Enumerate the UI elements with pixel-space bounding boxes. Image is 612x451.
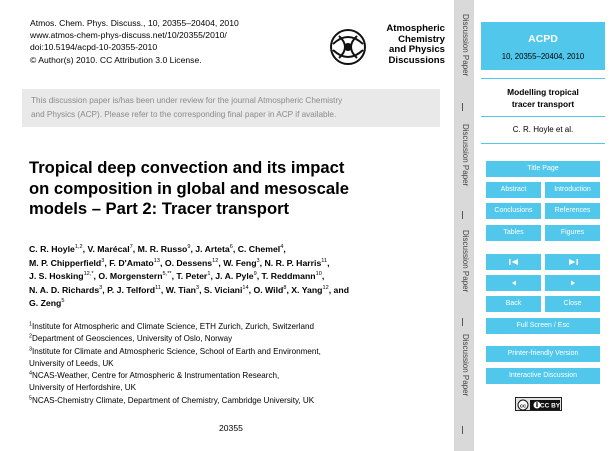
author xyxy=(29,271,98,281)
cc-license-text: CC BY xyxy=(539,402,561,410)
author xyxy=(204,285,254,295)
title-page-button[interactable]: Title Page xyxy=(486,161,600,177)
first-page-button[interactable] xyxy=(486,254,541,270)
author xyxy=(238,244,286,254)
strip-label: Discussion Paper xyxy=(461,14,470,77)
author-name: W. Tian xyxy=(165,284,196,295)
affiliation-number: 1 xyxy=(29,321,32,328)
author-name: F. D'Amato xyxy=(109,257,154,268)
navigation-sidebar xyxy=(474,0,612,451)
strip-label: Discussion Paper xyxy=(461,230,470,293)
author-name: N. R. P. Harris xyxy=(264,257,322,268)
paper-title xyxy=(29,158,449,220)
author-separator: , xyxy=(159,257,165,268)
logo-line-1: Atmospheric xyxy=(386,23,445,34)
short-title-line-2: tracer transport xyxy=(511,98,575,109)
author xyxy=(109,258,165,268)
author-name: N. A. D. Richards xyxy=(29,284,100,295)
author xyxy=(223,258,264,268)
author-affiliation-marker: 8 xyxy=(283,284,287,291)
last-page-button[interactable] xyxy=(545,254,600,270)
author xyxy=(195,244,237,254)
egu-globe-logo-icon xyxy=(327,26,369,68)
first-page-icon xyxy=(508,258,520,266)
author-name: V. Marécal xyxy=(87,244,130,254)
sidebar-divider xyxy=(481,78,605,79)
author-name: W. Feng xyxy=(223,257,257,268)
last-page-icon xyxy=(567,258,579,266)
short-title-line-1: Modelling tropical xyxy=(507,87,579,97)
issue-info: 10, 20355–20404, 2010 xyxy=(501,52,585,61)
author-separator: , xyxy=(190,244,196,254)
author xyxy=(29,244,87,254)
logo-line-4: Discussions xyxy=(388,54,445,66)
author-separator: , xyxy=(93,271,99,281)
author-name: T. Reddmann xyxy=(261,271,316,281)
author xyxy=(98,271,176,281)
page-number: 20355 xyxy=(219,423,243,433)
references-button[interactable]: References xyxy=(545,203,600,219)
introduction-button[interactable]: Introduction xyxy=(545,182,600,198)
strip-separator xyxy=(462,103,463,111)
affiliation-number: 5 xyxy=(29,395,32,402)
author-separator: , xyxy=(232,244,238,254)
author-affiliation-marker: 5,** xyxy=(162,271,172,278)
affiliation-text: NCAS-Chemistry Climate, Department of Chemistry, Cambridge University, UK xyxy=(32,395,315,405)
author xyxy=(262,271,325,281)
strip-separator xyxy=(462,211,463,219)
author-separator: , xyxy=(171,271,177,281)
title-line-3: models – Part 2: Tracer transport xyxy=(29,199,290,219)
creative-commons-icon xyxy=(516,399,561,411)
author xyxy=(29,285,107,295)
author xyxy=(264,258,329,268)
short-title xyxy=(481,87,605,110)
author-affiliation-marker: 1 xyxy=(207,271,211,278)
author-name: J. S. Hosking xyxy=(29,271,84,281)
author-separator: , xyxy=(321,271,325,281)
copyright-line: © Author(s) 2010. CC Attribution 3.0 License. xyxy=(30,54,202,65)
author-affiliation-marker: 3 xyxy=(99,284,103,291)
author xyxy=(166,285,204,295)
affiliation-text: Institute for Climate and Atmospheric Science, School of Earth and Environment, xyxy=(32,346,321,356)
affiliation-list xyxy=(29,321,449,407)
article-url[interactable]: www.atmos-chem-phys-discuss.net/10/20355/2010/ xyxy=(30,30,227,41)
author-name: O. Morgenstern xyxy=(98,271,163,281)
journal-header xyxy=(481,22,605,70)
logo-line-3: and Physics xyxy=(389,44,445,56)
author-affiliation-marker: 9 xyxy=(253,271,257,278)
author-affiliation-marker: 7 xyxy=(129,244,133,251)
author-name: S. Viciani xyxy=(203,284,243,295)
author-affiliation-marker: 6 xyxy=(229,244,233,251)
author-list xyxy=(29,243,445,311)
author-name: J. A. Pyle xyxy=(215,271,254,281)
strip-label: Discussion Paper xyxy=(461,334,470,397)
previous-page-button[interactable] xyxy=(486,275,541,291)
affiliation xyxy=(29,333,449,345)
affiliation xyxy=(29,358,449,370)
affiliation-text: University of Herfordshire, UK xyxy=(29,383,137,393)
author-name: M. P. Chipperfield xyxy=(29,257,102,268)
author-name: P. J. Telford xyxy=(107,284,156,295)
author-name: O. Wild xyxy=(253,284,284,295)
author-separator: , xyxy=(327,257,330,268)
author xyxy=(253,285,291,295)
previous-page-icon xyxy=(508,279,520,287)
author-name: O. Dessens xyxy=(164,257,213,268)
author-affiliation-marker: 12 xyxy=(212,257,219,264)
affiliation xyxy=(29,382,449,394)
interactive-discussion-button[interactable]: Interactive Discussion xyxy=(486,368,600,384)
affiliation-number: 3 xyxy=(29,345,32,352)
author xyxy=(138,244,196,254)
conclusions-button[interactable]: Conclusions xyxy=(486,203,541,219)
author-name: J. Arteta xyxy=(195,244,230,254)
author-separator: , xyxy=(104,257,110,268)
author-affiliation-marker: 3 xyxy=(101,257,105,264)
next-page-icon xyxy=(567,279,579,287)
author-separator: , xyxy=(199,284,204,295)
author xyxy=(87,244,137,254)
author xyxy=(215,271,261,281)
author-affiliation-marker: 9 xyxy=(187,244,191,251)
next-page-button[interactable] xyxy=(545,275,600,291)
figures-button[interactable]: Figures xyxy=(545,225,600,241)
affiliation xyxy=(29,321,449,333)
author-affiliation-marker: 11 xyxy=(321,257,328,264)
back-button[interactable]: Back xyxy=(486,296,541,312)
notice-line-2: and Physics (ACP). Please refer to the corresponding final paper in ACP if available. xyxy=(31,109,337,119)
author-affiliation-marker: 13 xyxy=(153,257,160,264)
review-notice xyxy=(22,89,440,127)
author xyxy=(291,285,349,295)
affiliation xyxy=(29,346,449,358)
doi: doi:10.5194/acpd-10-20355-2010 xyxy=(30,42,158,53)
author-affiliation-marker: 3 xyxy=(256,257,260,264)
strip-separator xyxy=(462,426,463,434)
author-name: G. Zeng xyxy=(29,298,62,308)
abstract-button[interactable]: Abstract xyxy=(486,182,541,198)
author-separator: , xyxy=(286,284,292,295)
title-line-2: on composition in global and mesoscale xyxy=(29,178,349,198)
author-separator: , xyxy=(256,271,262,281)
sidebar-divider xyxy=(481,116,605,117)
author-separator: , xyxy=(210,271,216,281)
author-name: M. R. Russo xyxy=(137,244,188,254)
affiliation-number: 4 xyxy=(29,370,32,377)
author-name: C. R. Hoyle xyxy=(29,244,75,254)
close-button[interactable]: Close xyxy=(545,296,600,312)
strip-label: Discussion Paper xyxy=(461,124,470,187)
short-author: C. R. Hoyle et al. xyxy=(512,125,574,134)
author-separator: , xyxy=(283,244,286,254)
author-separator: , xyxy=(102,284,108,295)
author-affiliation-marker: 12,* xyxy=(83,271,94,278)
journal-logo xyxy=(327,22,445,74)
printer-friendly-button[interactable]: Printer-friendly Version xyxy=(486,346,600,362)
author-separator: , xyxy=(160,284,166,295)
strip-separator xyxy=(462,318,463,326)
author-affiliation-marker: 4 xyxy=(280,244,284,251)
affiliation xyxy=(29,370,449,382)
author xyxy=(165,258,223,268)
author-separator: , xyxy=(218,257,224,268)
author-separator: , xyxy=(259,257,265,268)
author-affiliation-marker: 1,2 xyxy=(74,244,83,251)
author xyxy=(29,298,64,308)
author-name: X. Yang xyxy=(291,284,323,295)
notice-line-1: This discussion paper is/has been under review for the journal Atmospheric Chemistry xyxy=(31,96,343,105)
author-separator: , xyxy=(248,284,254,295)
discussion-paper-strip xyxy=(454,0,474,451)
author-affiliation-marker: 12 xyxy=(322,284,329,291)
author-affiliation-marker: 11 xyxy=(155,284,161,291)
affiliation-text: Department of Geosciences, University of Oslo, Norway xyxy=(32,334,233,344)
author-name: T. Peter xyxy=(176,271,208,281)
cc-license-badge[interactable] xyxy=(515,397,562,411)
journal-abbrev: ACPD xyxy=(528,33,558,45)
title-line-1: Tropical deep convection and its impact xyxy=(29,158,345,177)
author-affiliation-marker: 10 xyxy=(315,271,322,278)
logo-text xyxy=(386,24,445,66)
author-affiliation-marker: 14 xyxy=(242,284,249,291)
logo-line-2: Chemistry xyxy=(398,33,445,45)
author-affiliation-marker: 5 xyxy=(61,298,65,305)
affiliation-number: 2 xyxy=(29,333,32,340)
full-screen-button[interactable]: Full Screen / Esc xyxy=(486,318,600,334)
affiliation-text: NCAS-Weather, Centre for Atmospheric & Instrumentation Research, xyxy=(32,371,280,381)
affiliation-text: Institute for Atmospheric and Climate Science, ETH Zurich, Zurich, Switzerland xyxy=(32,322,315,331)
journal-citation: Atmos. Chem. Phys. Discuss., 10, 20355–20404, 2010 xyxy=(30,18,239,28)
author-name: C. Chemel xyxy=(237,244,281,254)
author-affiliation-marker: 3 xyxy=(195,284,200,291)
svg-text:cc: cc xyxy=(519,403,527,410)
author xyxy=(107,285,166,295)
sidebar-divider xyxy=(481,143,605,144)
author xyxy=(29,258,109,268)
author-separator: , xyxy=(82,244,88,254)
affiliation-text: University of Leeds, UK xyxy=(29,358,114,368)
author-separator: , xyxy=(132,244,138,254)
author xyxy=(176,271,215,281)
citation-block xyxy=(30,17,239,66)
author-separator: , and xyxy=(328,284,350,295)
affiliation xyxy=(29,395,449,407)
tables-button[interactable]: Tables xyxy=(486,225,541,241)
